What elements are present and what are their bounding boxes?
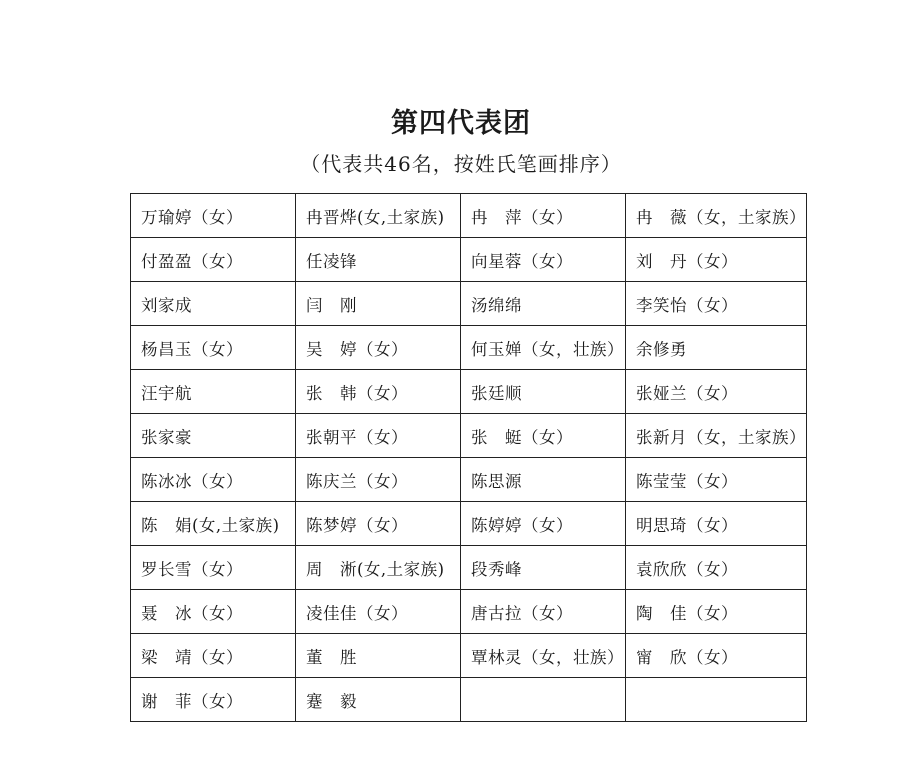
delegate-name-cell: 陈婷婷（女） [461, 502, 626, 546]
page-title: 第四代表团 [391, 108, 531, 139]
delegate-name-cell: 刘 丹（女） [626, 238, 807, 282]
table-row [131, 414, 807, 458]
delegate-name-cell: 付盈盈（女） [131, 238, 296, 282]
table-row [131, 502, 807, 546]
table-row [131, 678, 807, 722]
delegate-name-cell: 吴 婷（女） [296, 326, 461, 370]
delegate-name-cell: 汪宇航 [131, 370, 296, 414]
delegate-name-cell: 任凌锋 [296, 238, 461, 282]
table-row [131, 458, 807, 502]
table-row [131, 590, 807, 634]
table-row [131, 546, 807, 590]
table-row [131, 326, 807, 370]
delegate-name-cell: 陶 佳（女） [626, 590, 807, 634]
delegate-name-cell: 张家豪 [131, 414, 296, 458]
delegate-name-cell: 陈思源 [461, 458, 626, 502]
delegate-name-cell: 张娅兰（女） [626, 370, 807, 414]
delegate-name-cell: 段秀峰 [461, 546, 626, 590]
page-subtitle: （代表共46名，按姓氏笔画排序） [300, 152, 622, 176]
delegate-name-cell: 张廷顺 [461, 370, 626, 414]
table-row [131, 370, 807, 414]
delegate-table [130, 193, 807, 722]
table-row [131, 282, 807, 326]
delegate-name-cell: 周 淅(女,土家族) [296, 546, 461, 590]
delegate-name-cell: 冉晋烨(女,土家族) [296, 194, 461, 238]
delegate-name-cell: 张朝平（女） [296, 414, 461, 458]
delegate-name-cell: 覃林灵（女，壮族） [461, 634, 626, 678]
delegate-name-cell: 刘家成 [131, 282, 296, 326]
delegate-name-cell: 谢 菲（女） [131, 678, 296, 722]
delegate-name-cell: 陈梦婷（女） [296, 502, 461, 546]
delegate-table-body [131, 194, 807, 722]
delegate-name-cell: 张 蜓（女） [461, 414, 626, 458]
table-row [131, 194, 807, 238]
delegate-name-cell: 万瑜婷（女） [131, 194, 296, 238]
delegate-name-cell: 张新月（女，土家族） [626, 414, 807, 458]
delegate-name-cell: 闫 刚 [296, 282, 461, 326]
empty-cell [626, 678, 807, 722]
delegate-name-cell: 向星蓉（女） [461, 238, 626, 282]
delegate-name-cell: 冉 萍（女） [461, 194, 626, 238]
delegate-name-cell: 蹇 毅 [296, 678, 461, 722]
delegate-name-cell: 凌佳佳（女） [296, 590, 461, 634]
delegate-name-cell: 陈 娟(女,土家族) [131, 502, 296, 546]
delegate-name-cell: 汤绵绵 [461, 282, 626, 326]
delegate-name-cell: 梁 靖（女） [131, 634, 296, 678]
table-row [131, 634, 807, 678]
delegate-name-cell: 张 韩（女） [296, 370, 461, 414]
delegate-name-cell: 聂 冰（女） [131, 590, 296, 634]
empty-cell [461, 678, 626, 722]
delegate-name-cell: 杨昌玉（女） [131, 326, 296, 370]
table-row [131, 238, 807, 282]
delegate-name-cell: 明思琦（女） [626, 502, 807, 546]
delegate-name-cell: 陈庆兰（女） [296, 458, 461, 502]
delegate-name-cell: 袁欣欣（女） [626, 546, 807, 590]
delegate-name-cell: 陈冰冰（女） [131, 458, 296, 502]
delegate-name-cell: 甯 欣（女） [626, 634, 807, 678]
delegate-name-cell: 冉 薇（女，土家族） [626, 194, 807, 238]
delegate-name-cell: 唐古拉（女） [461, 590, 626, 634]
delegate-name-cell: 董 胜 [296, 634, 461, 678]
delegate-name-cell: 余修勇 [626, 326, 807, 370]
delegate-name-cell: 何玉婵（女，壮族） [461, 326, 626, 370]
delegate-name-cell: 李笑怡（女） [626, 282, 807, 326]
delegate-name-cell: 罗长雪（女） [131, 546, 296, 590]
delegate-name-cell: 陈莹莹（女） [626, 458, 807, 502]
